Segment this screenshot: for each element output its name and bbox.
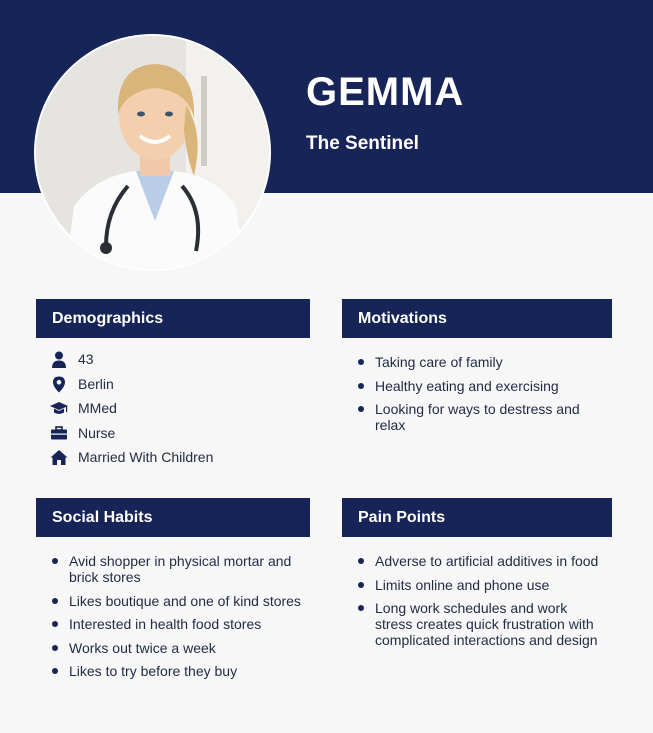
pain-points-section xyxy=(342,498,612,656)
demographics-item-location xyxy=(36,372,310,397)
motivations-list xyxy=(342,354,612,433)
demographics-item-education xyxy=(36,396,310,421)
demographics-item-family xyxy=(36,445,310,470)
graduation-cap-icon xyxy=(50,400,68,417)
bullet-icon xyxy=(358,383,364,389)
pain-points-list xyxy=(342,553,612,648)
list-item: Works out twice a week xyxy=(36,640,310,656)
list-item: Likes to try before they buy xyxy=(36,663,310,679)
list-item: Taking care of family xyxy=(342,354,612,370)
social-habits-list xyxy=(36,553,310,679)
bullet-icon xyxy=(358,605,364,611)
list-item: Likes boutique and one of kind stores xyxy=(36,593,310,609)
list-item: Limits online and phone use xyxy=(342,577,612,593)
bullet-icon xyxy=(52,645,58,651)
demographics-occupation-value: Nurse xyxy=(78,424,116,441)
list-item: Avid shopper in physical mortar and brick stores xyxy=(36,553,310,585)
person-icon xyxy=(50,351,68,368)
bullet-icon xyxy=(358,359,364,365)
pain-points-header: Pain Points xyxy=(342,498,612,537)
demographics-item-age xyxy=(36,347,310,372)
bullet-icon xyxy=(52,598,58,604)
motivations-section xyxy=(342,299,612,441)
demographics-location-value: Berlin xyxy=(78,375,114,392)
briefcase-icon xyxy=(50,425,68,442)
social-habits-header: Social Habits xyxy=(36,498,310,537)
bullet-icon xyxy=(358,558,364,564)
demographics-item-occupation xyxy=(36,421,310,446)
demographics-family-value: Married With Children xyxy=(78,449,214,465)
list-item: Adverse to artificial additives in food xyxy=(342,553,612,569)
bullet-icon xyxy=(52,621,58,627)
profile-photo xyxy=(36,36,269,269)
persona-subtitle: The Sentinel xyxy=(306,133,419,154)
motivations-header: Motivations xyxy=(342,299,612,338)
home-icon xyxy=(50,449,68,466)
list-item: Looking for ways to destress and relax xyxy=(342,401,612,433)
bullet-icon xyxy=(358,582,364,588)
demographics-section xyxy=(36,299,310,470)
demographics-education-value: MMed xyxy=(78,400,117,416)
bullet-icon xyxy=(52,558,58,564)
demographics-list xyxy=(36,347,310,470)
list-item: Healthy eating and exercising xyxy=(342,378,612,394)
demographics-age-value: 43 xyxy=(78,351,94,367)
persona-name: GEMMA xyxy=(306,70,465,114)
bullet-icon xyxy=(52,668,58,674)
social-habits-section xyxy=(36,498,310,687)
list-item: Interested in health food stores xyxy=(36,616,310,632)
demographics-header: Demographics xyxy=(36,299,310,338)
bullet-icon xyxy=(358,406,364,412)
location-pin-icon xyxy=(50,376,68,393)
list-item: Long work schedules and work stress creates quick frustration with complicated interactions and design xyxy=(342,600,612,648)
